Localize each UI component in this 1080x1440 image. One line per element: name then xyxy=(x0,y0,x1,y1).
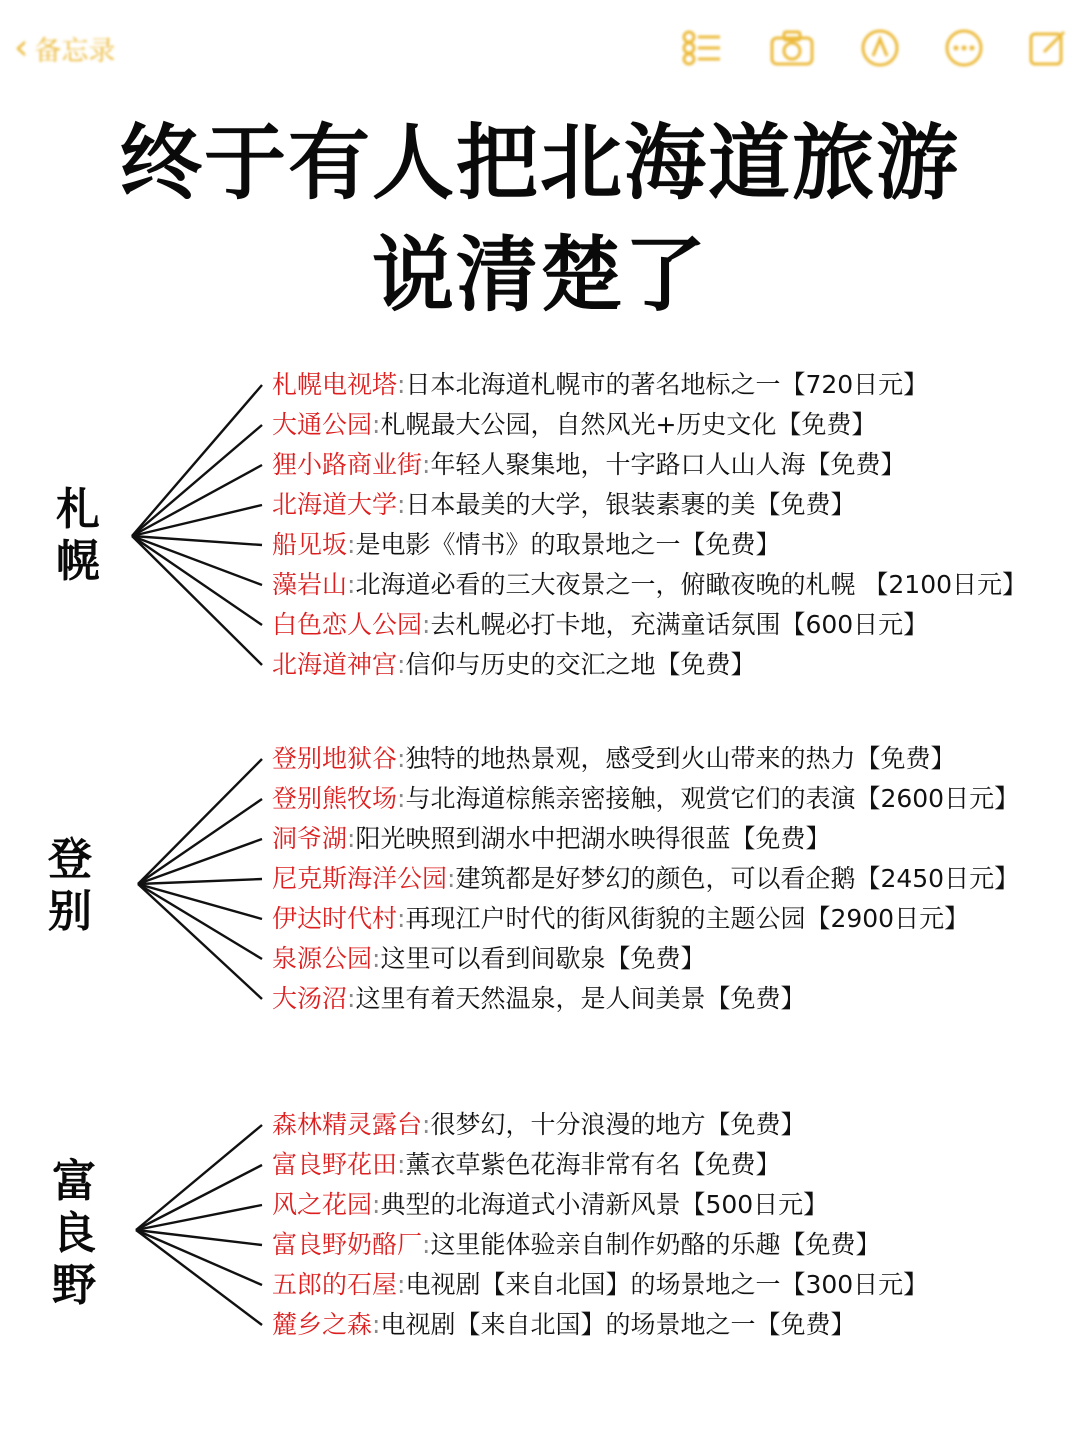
list-item xyxy=(272,446,905,484)
item-desc: 薰衣草紫色花海非常有名 xyxy=(405,1150,681,1179)
item-price: 【2600日元】 xyxy=(855,784,1020,813)
item-name: 狸小路商业街 xyxy=(272,450,423,479)
item-sep: : xyxy=(397,1270,406,1299)
connector-line xyxy=(136,1165,262,1230)
list-item xyxy=(272,566,1027,604)
item-name: 登别熊牧场 xyxy=(272,784,398,813)
connector-line xyxy=(132,536,262,625)
item-sep: : xyxy=(397,1150,406,1179)
item-name: 大通公园 xyxy=(272,410,373,439)
item-price: 【免费】 xyxy=(680,1150,781,1179)
region-label-furano xyxy=(44,1156,104,1312)
item-name: 洞爷湖 xyxy=(272,824,348,853)
region-label-noboribetsu xyxy=(40,834,100,938)
item-desc: 日本最美的大学，银装素裹的美 xyxy=(405,490,756,519)
connector-line xyxy=(136,1230,262,1325)
item-sep: : xyxy=(447,864,456,893)
item-price: 【免费】 xyxy=(755,490,856,519)
item-price: 【720日元】 xyxy=(780,370,929,399)
item-price: 【2450日元】 xyxy=(855,864,1020,893)
connector-line xyxy=(136,1230,262,1285)
region-char: 野 xyxy=(52,1260,96,1311)
connector-line xyxy=(132,465,262,536)
connector-line xyxy=(132,536,262,545)
item-price: 【免费】 xyxy=(805,450,906,479)
connector-line xyxy=(132,425,262,536)
item-price: 【600日元】 xyxy=(780,610,929,639)
list-item xyxy=(272,940,705,978)
item-name: 富良野花田 xyxy=(272,1150,398,1179)
item-name: 船见坂 xyxy=(272,530,348,559)
connector-line xyxy=(138,879,262,884)
item-price: 【免费】 xyxy=(855,744,956,773)
list-item xyxy=(272,780,1019,818)
item-name: 富良野奶酪厂 xyxy=(272,1230,423,1259)
list-item xyxy=(272,740,955,778)
item-price: 【免费】 xyxy=(730,824,831,853)
item-price: 【2100日元】 xyxy=(863,570,1028,599)
list-item xyxy=(272,486,855,524)
item-sep: : xyxy=(347,824,356,853)
item-sep: : xyxy=(397,490,406,519)
item-sep: : xyxy=(372,944,381,973)
list-item xyxy=(272,1186,828,1224)
item-desc: 阳光映照到湖水中把湖水映得很蓝 xyxy=(355,824,731,853)
connector-line xyxy=(136,1125,262,1230)
item-sep: : xyxy=(397,744,406,773)
item-desc: 电视剧【来自北国】的场景地之一 xyxy=(405,1270,781,1299)
list-item xyxy=(272,366,928,404)
item-desc: 信仰与历史的交汇之地 xyxy=(405,650,656,679)
item-sep: : xyxy=(397,370,406,399)
item-desc: 电视剧【来自北国】的场景地之一 xyxy=(380,1310,756,1339)
item-desc: 去札幌必打卡地，充满童话氛围 xyxy=(430,610,781,639)
region-char: 札 xyxy=(56,484,100,535)
more-icon[interactable] xyxy=(942,28,986,68)
camera-icon[interactable] xyxy=(770,28,814,68)
item-sep: : xyxy=(422,610,431,639)
item-price: 【免费】 xyxy=(755,1310,856,1339)
item-price: 【免费】 xyxy=(605,944,706,973)
region-char: 良 xyxy=(52,1208,96,1259)
connector-line xyxy=(138,839,262,884)
item-name: 伊达时代村 xyxy=(272,904,398,933)
connector-line xyxy=(136,1205,262,1230)
page-title-line-2: 说清楚了 xyxy=(371,228,708,323)
item-desc: 日本北海道札幌市的著名地标之一 xyxy=(405,370,781,399)
item-desc: 建筑都是好梦幻的颜色，可以看企鹅 xyxy=(455,864,856,893)
item-price: 【免费】 xyxy=(776,410,877,439)
list-item xyxy=(272,1226,880,1264)
item-name: 泉源公园 xyxy=(272,944,373,973)
region-char: 登 xyxy=(48,834,92,885)
item-name: 五郎的石屋 xyxy=(272,1270,398,1299)
item-sep: : xyxy=(347,530,356,559)
item-price: 【免费】 xyxy=(780,1230,881,1259)
item-price: 【免费】 xyxy=(705,984,806,1013)
item-desc: 再现江户时代的街风街貌的主题公园 xyxy=(405,904,806,933)
item-name: 风之花园 xyxy=(272,1190,373,1219)
item-sep: : xyxy=(422,450,431,479)
item-sep: : xyxy=(397,650,406,679)
list-item xyxy=(272,646,755,684)
connector-line xyxy=(138,799,262,884)
item-desc: 这里可以看到间歇泉 xyxy=(380,944,606,973)
region-char: 幌 xyxy=(56,536,100,587)
item-sep: : xyxy=(372,410,381,439)
item-sep: : xyxy=(397,784,406,813)
item-desc: 是电影《情书》的取景地之一 xyxy=(355,530,681,559)
item-name: 麓乡之森 xyxy=(272,1310,373,1339)
list-item xyxy=(272,1106,805,1144)
list-item xyxy=(272,1146,780,1184)
region-char: 富 xyxy=(52,1156,96,1207)
item-name: 森林精灵露台 xyxy=(272,1110,423,1139)
list-item xyxy=(272,820,830,858)
connector-line xyxy=(136,1230,262,1245)
item-sep: : xyxy=(372,1310,381,1339)
chevron-left-icon: ‹ xyxy=(14,27,29,68)
item-desc: 典型的北海道式小清新风景 xyxy=(380,1190,681,1219)
item-name: 登别地狱谷 xyxy=(272,744,398,773)
list-item xyxy=(272,606,928,644)
item-price: 【免费】 xyxy=(680,530,781,559)
item-desc: 与北海道棕熊亲密接触，观赏它们的表演 xyxy=(405,784,856,813)
item-desc: 札幌最大公园，自然风光+历史文化 xyxy=(380,410,777,439)
item-desc: 这里有着天然温泉，是人间美景 xyxy=(355,984,706,1013)
connector-line xyxy=(138,884,262,919)
item-name: 尼克斯海洋公园 xyxy=(272,864,448,893)
top-toolbar xyxy=(0,0,1080,96)
item-price: 【2900日元】 xyxy=(805,904,970,933)
item-price: 【500日元】 xyxy=(680,1190,829,1219)
item-name: 大汤沼 xyxy=(272,984,348,1013)
item-desc: 很梦幻，十分浪漫的地方 xyxy=(430,1110,706,1139)
item-sep: : xyxy=(347,570,356,599)
list-item xyxy=(272,526,780,564)
region-label-sapporo xyxy=(48,484,108,588)
connector-line xyxy=(132,385,262,536)
item-name: 北海道大学 xyxy=(272,490,398,519)
connector-line xyxy=(138,884,262,959)
item-name: 藻岩山 xyxy=(272,570,348,599)
list-item xyxy=(272,900,969,938)
item-desc: 独特的地热景观，感受到火山带来的热力 xyxy=(405,744,856,773)
connector-line xyxy=(132,505,262,536)
item-desc: 年轻人聚集地，十字路口人山人海 xyxy=(430,450,806,479)
item-sep: : xyxy=(397,904,406,933)
back-button[interactable] xyxy=(14,28,115,68)
item-price: 【300日元】 xyxy=(780,1270,929,1299)
item-sep: : xyxy=(422,1110,431,1139)
back-label: 备忘录 xyxy=(34,35,116,67)
item-desc: 这里能体验亲自制作奶酪的乐趣 xyxy=(430,1230,781,1259)
markup-icon[interactable] xyxy=(858,28,902,68)
connector-line xyxy=(138,884,262,999)
item-sep: : xyxy=(347,984,356,1013)
item-name: 北海道神宫 xyxy=(272,650,398,679)
item-name: 白色恋人公园 xyxy=(272,610,423,639)
list-item xyxy=(272,1306,855,1344)
connector-line xyxy=(132,536,262,665)
list-item xyxy=(272,860,1019,898)
item-sep: : xyxy=(422,1230,431,1259)
item-price: 【免费】 xyxy=(705,1110,806,1139)
connector-line xyxy=(132,536,262,585)
item-sep: : xyxy=(372,1190,381,1219)
page-title-line-1: 终于有人把北海道旅游 xyxy=(119,116,960,211)
checklist-icon[interactable] xyxy=(680,28,724,68)
list-item xyxy=(272,1266,928,1304)
list-item xyxy=(272,406,876,444)
connector-line xyxy=(138,759,262,884)
item-desc: 北海道必看的三大夜景之一，俯瞰夜晚的札幌 xyxy=(355,570,864,599)
item-price: 【免费】 xyxy=(655,650,756,679)
item-name: 札幌电视塔 xyxy=(272,370,398,399)
list-item xyxy=(272,980,805,1018)
region-char: 别 xyxy=(48,886,92,937)
compose-icon[interactable] xyxy=(1026,28,1070,68)
